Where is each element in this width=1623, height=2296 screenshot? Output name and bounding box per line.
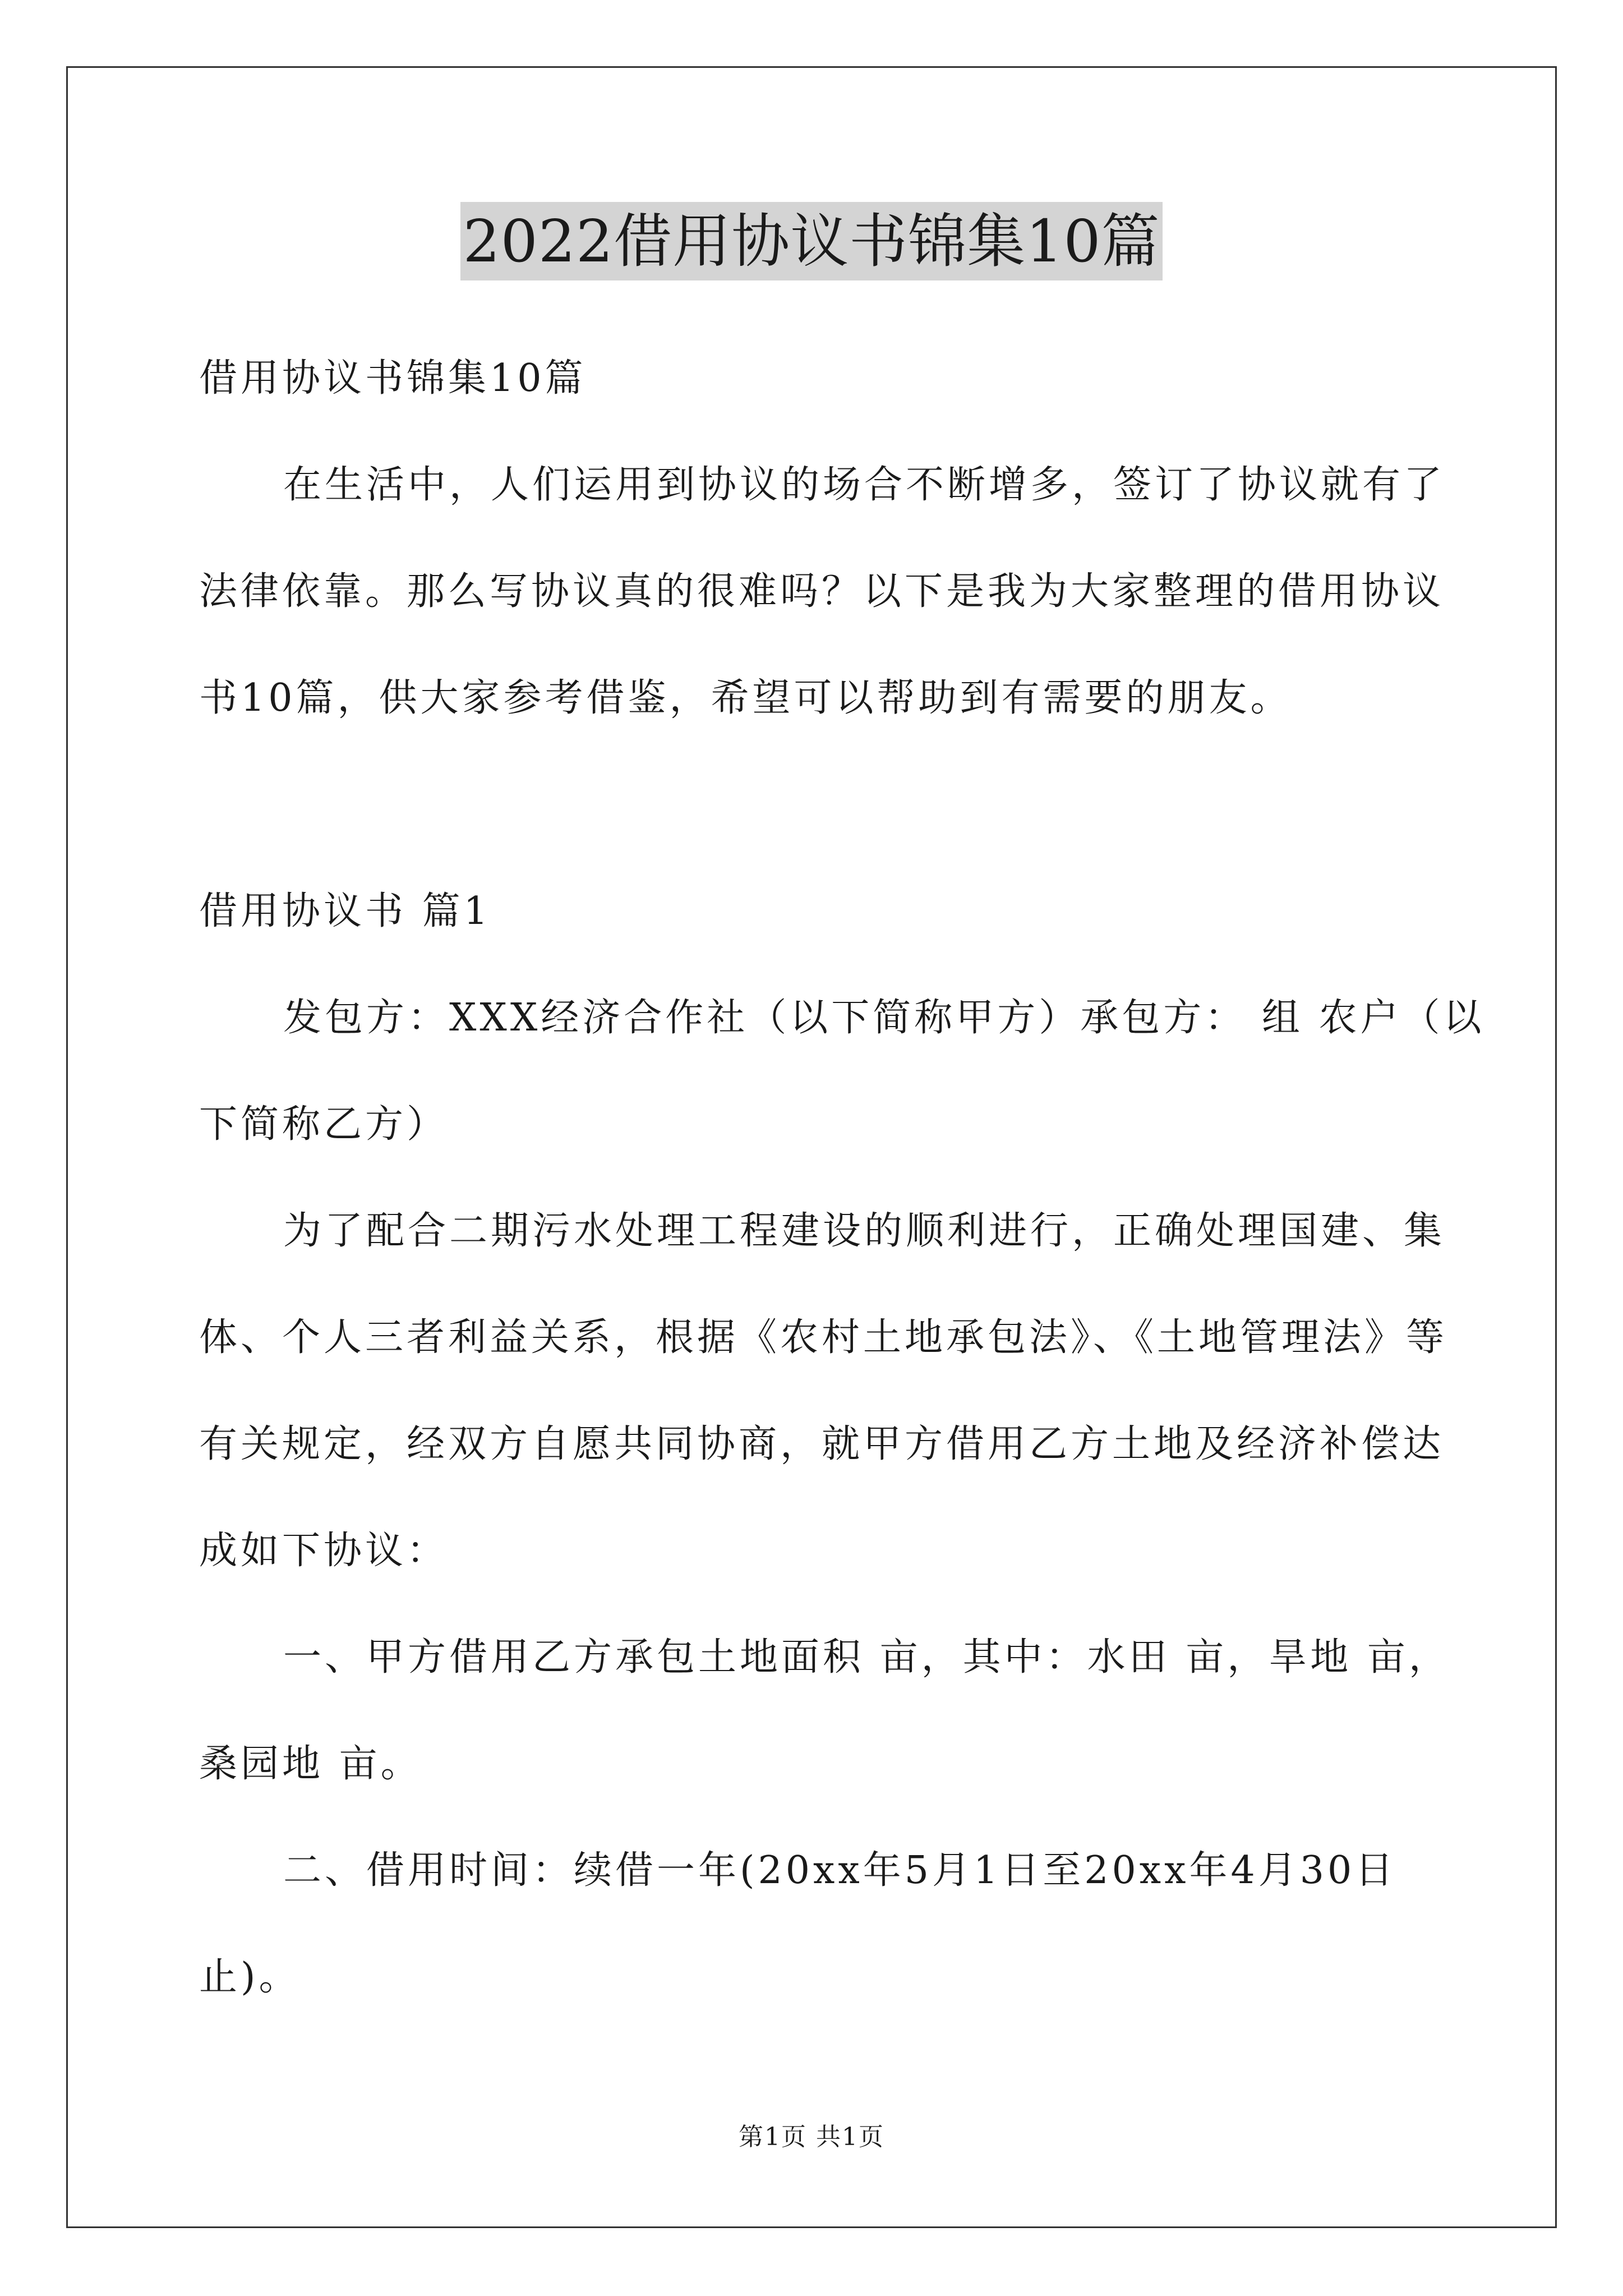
page-footer: 第1页 共1页 bbox=[739, 2123, 884, 2151]
intro-line-3: 书10篇，供大家参考借鉴，希望可以帮助到有需要的朋友。 bbox=[199, 676, 1292, 720]
purpose-line-4: 成如下协议： bbox=[199, 1529, 449, 1573]
purpose-line-2: 体、个人三者利益关系，根据《农村土地承包法》、《土地管理法》等 bbox=[199, 1315, 1448, 1360]
clause-two-line-2: 止)。 bbox=[199, 1955, 301, 1999]
clause-one-line-1: 一、甲方借用乙方承包土地面积 亩，其中：水田 亩，旱地 亩， bbox=[283, 1635, 1450, 1680]
section-heading: 借用协议书 篇1 bbox=[199, 889, 491, 933]
purpose-line-1: 为了配合二期污水处理工程建设的顺利进行，正确处理国建、集 bbox=[283, 1209, 1446, 1253]
intro-line-2: 法律依靠。那么写协议真的很难吗？以下是我为大家整理的借用协议 bbox=[199, 569, 1445, 614]
title-container bbox=[0, 202, 1623, 280]
intro-line-1: 在生活中，人们运用到协议的场合不断增多，签订了协议就有了 bbox=[283, 463, 1446, 507]
purpose-line-3: 有关规定，经双方自愿共同协商，就甲方借用乙方土地及经济补偿达 bbox=[199, 1422, 1445, 1466]
parties-line-1: 发包方：XXX经济合作社（以下简称甲方）承包方： 组 农户（以 bbox=[283, 996, 1485, 1040]
clause-one-line-2: 桑园地 亩。 bbox=[199, 1742, 422, 1786]
document-subtitle: 借用协议书锦集10篇 bbox=[199, 356, 587, 401]
parties-line-2: 下简称乙方） bbox=[199, 1102, 449, 1147]
document-title: 2022借用协议书锦集10篇 bbox=[460, 202, 1162, 280]
clause-two-line-1: 二、借用时间：续借一年(20xx年5月1日至20xx年4月30日 bbox=[283, 1848, 1397, 1893]
